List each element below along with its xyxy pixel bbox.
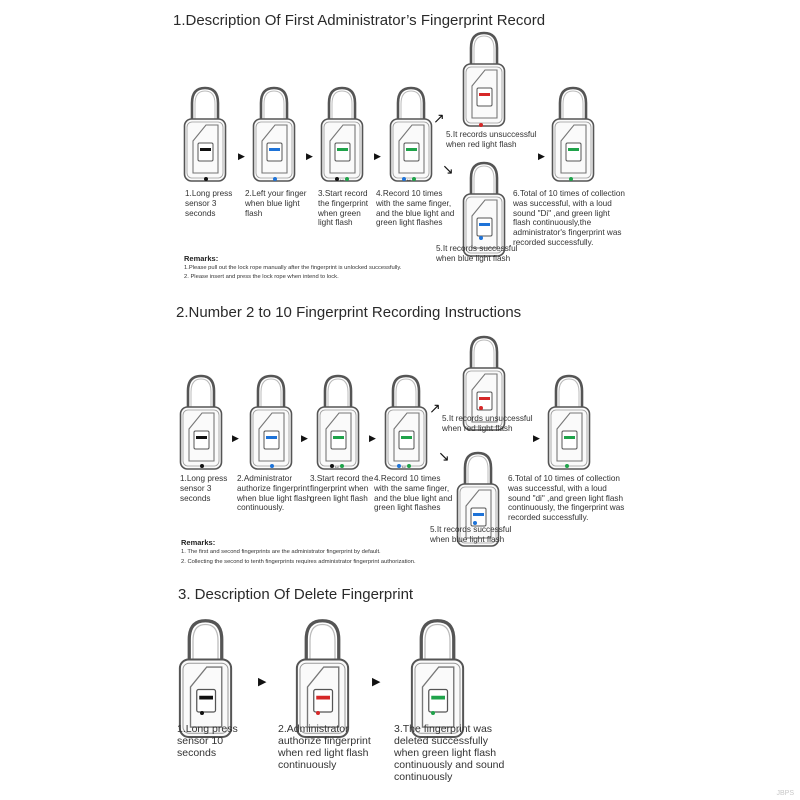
indicator-dot bbox=[204, 177, 208, 183]
step-caption: 1.Long press sensor 3 seconds bbox=[180, 474, 228, 503]
indicator-dot bbox=[200, 711, 204, 717]
watermark: JBPS bbox=[776, 790, 794, 797]
step-caption: 4.Record 10 times with the same finger, and the blue light and green light flashes bbox=[376, 189, 455, 228]
indicator-dot-alternating: ↔ bbox=[397, 464, 411, 470]
arrow-right-icon: ▶ bbox=[374, 151, 381, 161]
indicator-dot bbox=[273, 177, 277, 183]
padlock-icon bbox=[551, 85, 595, 183]
lock-illustration bbox=[316, 373, 360, 471]
step-caption: 6.Total of 10 times of collection was successful, with a loud sound "Di" ,and green light flash continuously,the administrator's fingerprint was recorded successfully. bbox=[513, 189, 625, 247]
indicator-dot bbox=[200, 464, 204, 470]
indicator-dot bbox=[479, 123, 483, 129]
lock-illustration bbox=[547, 373, 591, 471]
indicator-dot-alternating: ↔ bbox=[402, 177, 416, 183]
arrow-right-icon: ▶ bbox=[238, 151, 245, 161]
lock-illustration bbox=[389, 85, 433, 183]
remark-line: 1.Please pull out the lock rope manually after the fingerprint is unlocked successfully. bbox=[184, 265, 402, 271]
arrow-right-icon: ▶ bbox=[232, 433, 239, 443]
step-caption: 5.It records successful when blue light flash bbox=[436, 244, 518, 263]
section1-title: 1.Description Of First Administrator’s Fingerprint Record bbox=[173, 12, 546, 29]
indicator-dot bbox=[569, 177, 573, 183]
arrow-right-icon: ▶ bbox=[538, 151, 545, 161]
arrow-right-icon: ▶ bbox=[306, 151, 313, 161]
arrow-up-right-icon: ↗ bbox=[429, 400, 441, 416]
step-caption: 2.Administrator authorize fingerprint when red light flash continuously bbox=[278, 723, 371, 771]
remark-line: 1. The first and second fingerprints are the administrator fingerprint by default. bbox=[181, 549, 381, 555]
padlock-icon bbox=[410, 617, 465, 740]
padlock-icon bbox=[316, 373, 360, 471]
arrow-right-icon: ▶ bbox=[369, 433, 376, 443]
step-caption: 6.Total of 10 times of collection was successful, with a loud sound "di" ,and green light flash continuously, the fingerprint was recorded successfully. bbox=[508, 474, 625, 523]
step-caption: 1.Long press sensor 10 seconds bbox=[177, 723, 238, 759]
padlock-icon bbox=[179, 373, 223, 471]
arrow-right-icon: ▶ bbox=[301, 433, 308, 443]
arrow-down-right-icon: ↘ bbox=[438, 448, 450, 464]
padlock-icon bbox=[178, 617, 233, 740]
padlock-icon bbox=[249, 373, 293, 471]
arrow-right-icon: ▶ bbox=[372, 676, 381, 688]
indicator-dot bbox=[565, 464, 569, 470]
lock-illustration bbox=[178, 617, 233, 740]
lock-illustration bbox=[384, 373, 428, 471]
remark-line: 2. Please insert and press the lock rope when intend to lock. bbox=[184, 274, 339, 280]
remarks-heading: Remarks: bbox=[181, 538, 216, 547]
step-caption: 2.Administrator authorize fingerprint when blue light flash continuously. bbox=[237, 474, 312, 513]
indicator-dot bbox=[479, 236, 483, 242]
step-caption: 5.It records unsuccessful when red light flash bbox=[446, 130, 537, 149]
indicator-dot bbox=[479, 406, 483, 412]
section2-title: 2.Number 2 to 10 Fingerprint Recording Instructions bbox=[176, 304, 522, 321]
indicator-dot bbox=[431, 711, 435, 717]
lock-illustration bbox=[295, 617, 350, 740]
step-caption: 3.Start record the fingerprint when green light flash bbox=[310, 474, 374, 503]
lock-illustration bbox=[249, 373, 293, 471]
indicator-dot-alternating: ↔ bbox=[330, 464, 344, 470]
step-caption: 4.Record 10 times with the same finger, and the blue light and green light flashes bbox=[374, 474, 453, 513]
step-caption: 5.It records unsuccessful when red light flash bbox=[442, 414, 533, 433]
step-caption: 1.Long press sensor 3 seconds bbox=[185, 189, 233, 218]
remark-line: 2. Collecting the second to tenth fingerprints requires administrator fingerprint authorization. bbox=[181, 559, 416, 565]
step-caption: 3.The fingerprint was deleted successfully when green light flash continuously and sound continuously bbox=[394, 723, 505, 783]
padlock-icon bbox=[320, 85, 364, 183]
padlock-icon bbox=[384, 373, 428, 471]
arrow-down-right-icon: ↘ bbox=[442, 161, 454, 177]
padlock-icon bbox=[547, 373, 591, 471]
lock-illustration bbox=[179, 373, 223, 471]
indicator-dot-alternating: ↔ bbox=[335, 177, 349, 183]
step-caption: 5.It records successful when blue light flash bbox=[430, 525, 512, 544]
padlock-icon bbox=[389, 85, 433, 183]
section3-title: 3. Description Of Delete Fingerprint bbox=[178, 586, 414, 603]
padlock-icon bbox=[295, 617, 350, 740]
lock-illustration bbox=[252, 85, 296, 183]
indicator-dot bbox=[270, 464, 274, 470]
indicator-dot bbox=[316, 711, 320, 717]
step-caption: 3.Start record the fingerprint when green light flash bbox=[318, 189, 369, 228]
padlock-icon bbox=[462, 30, 506, 128]
arrow-right-icon: ▶ bbox=[258, 676, 267, 688]
lock-illustration bbox=[320, 85, 364, 183]
lock-illustration bbox=[462, 30, 506, 128]
lock-illustration bbox=[551, 85, 595, 183]
lock-illustration bbox=[183, 85, 227, 183]
arrow-right-icon: ▶ bbox=[533, 433, 540, 443]
arrow-up-right-icon: ↗ bbox=[433, 110, 445, 126]
lock-illustration bbox=[410, 617, 465, 740]
step-caption: 2.Left your finger when blue light flash bbox=[245, 189, 307, 218]
remarks-heading: Remarks: bbox=[184, 254, 219, 263]
padlock-icon bbox=[183, 85, 227, 183]
padlock-icon bbox=[252, 85, 296, 183]
